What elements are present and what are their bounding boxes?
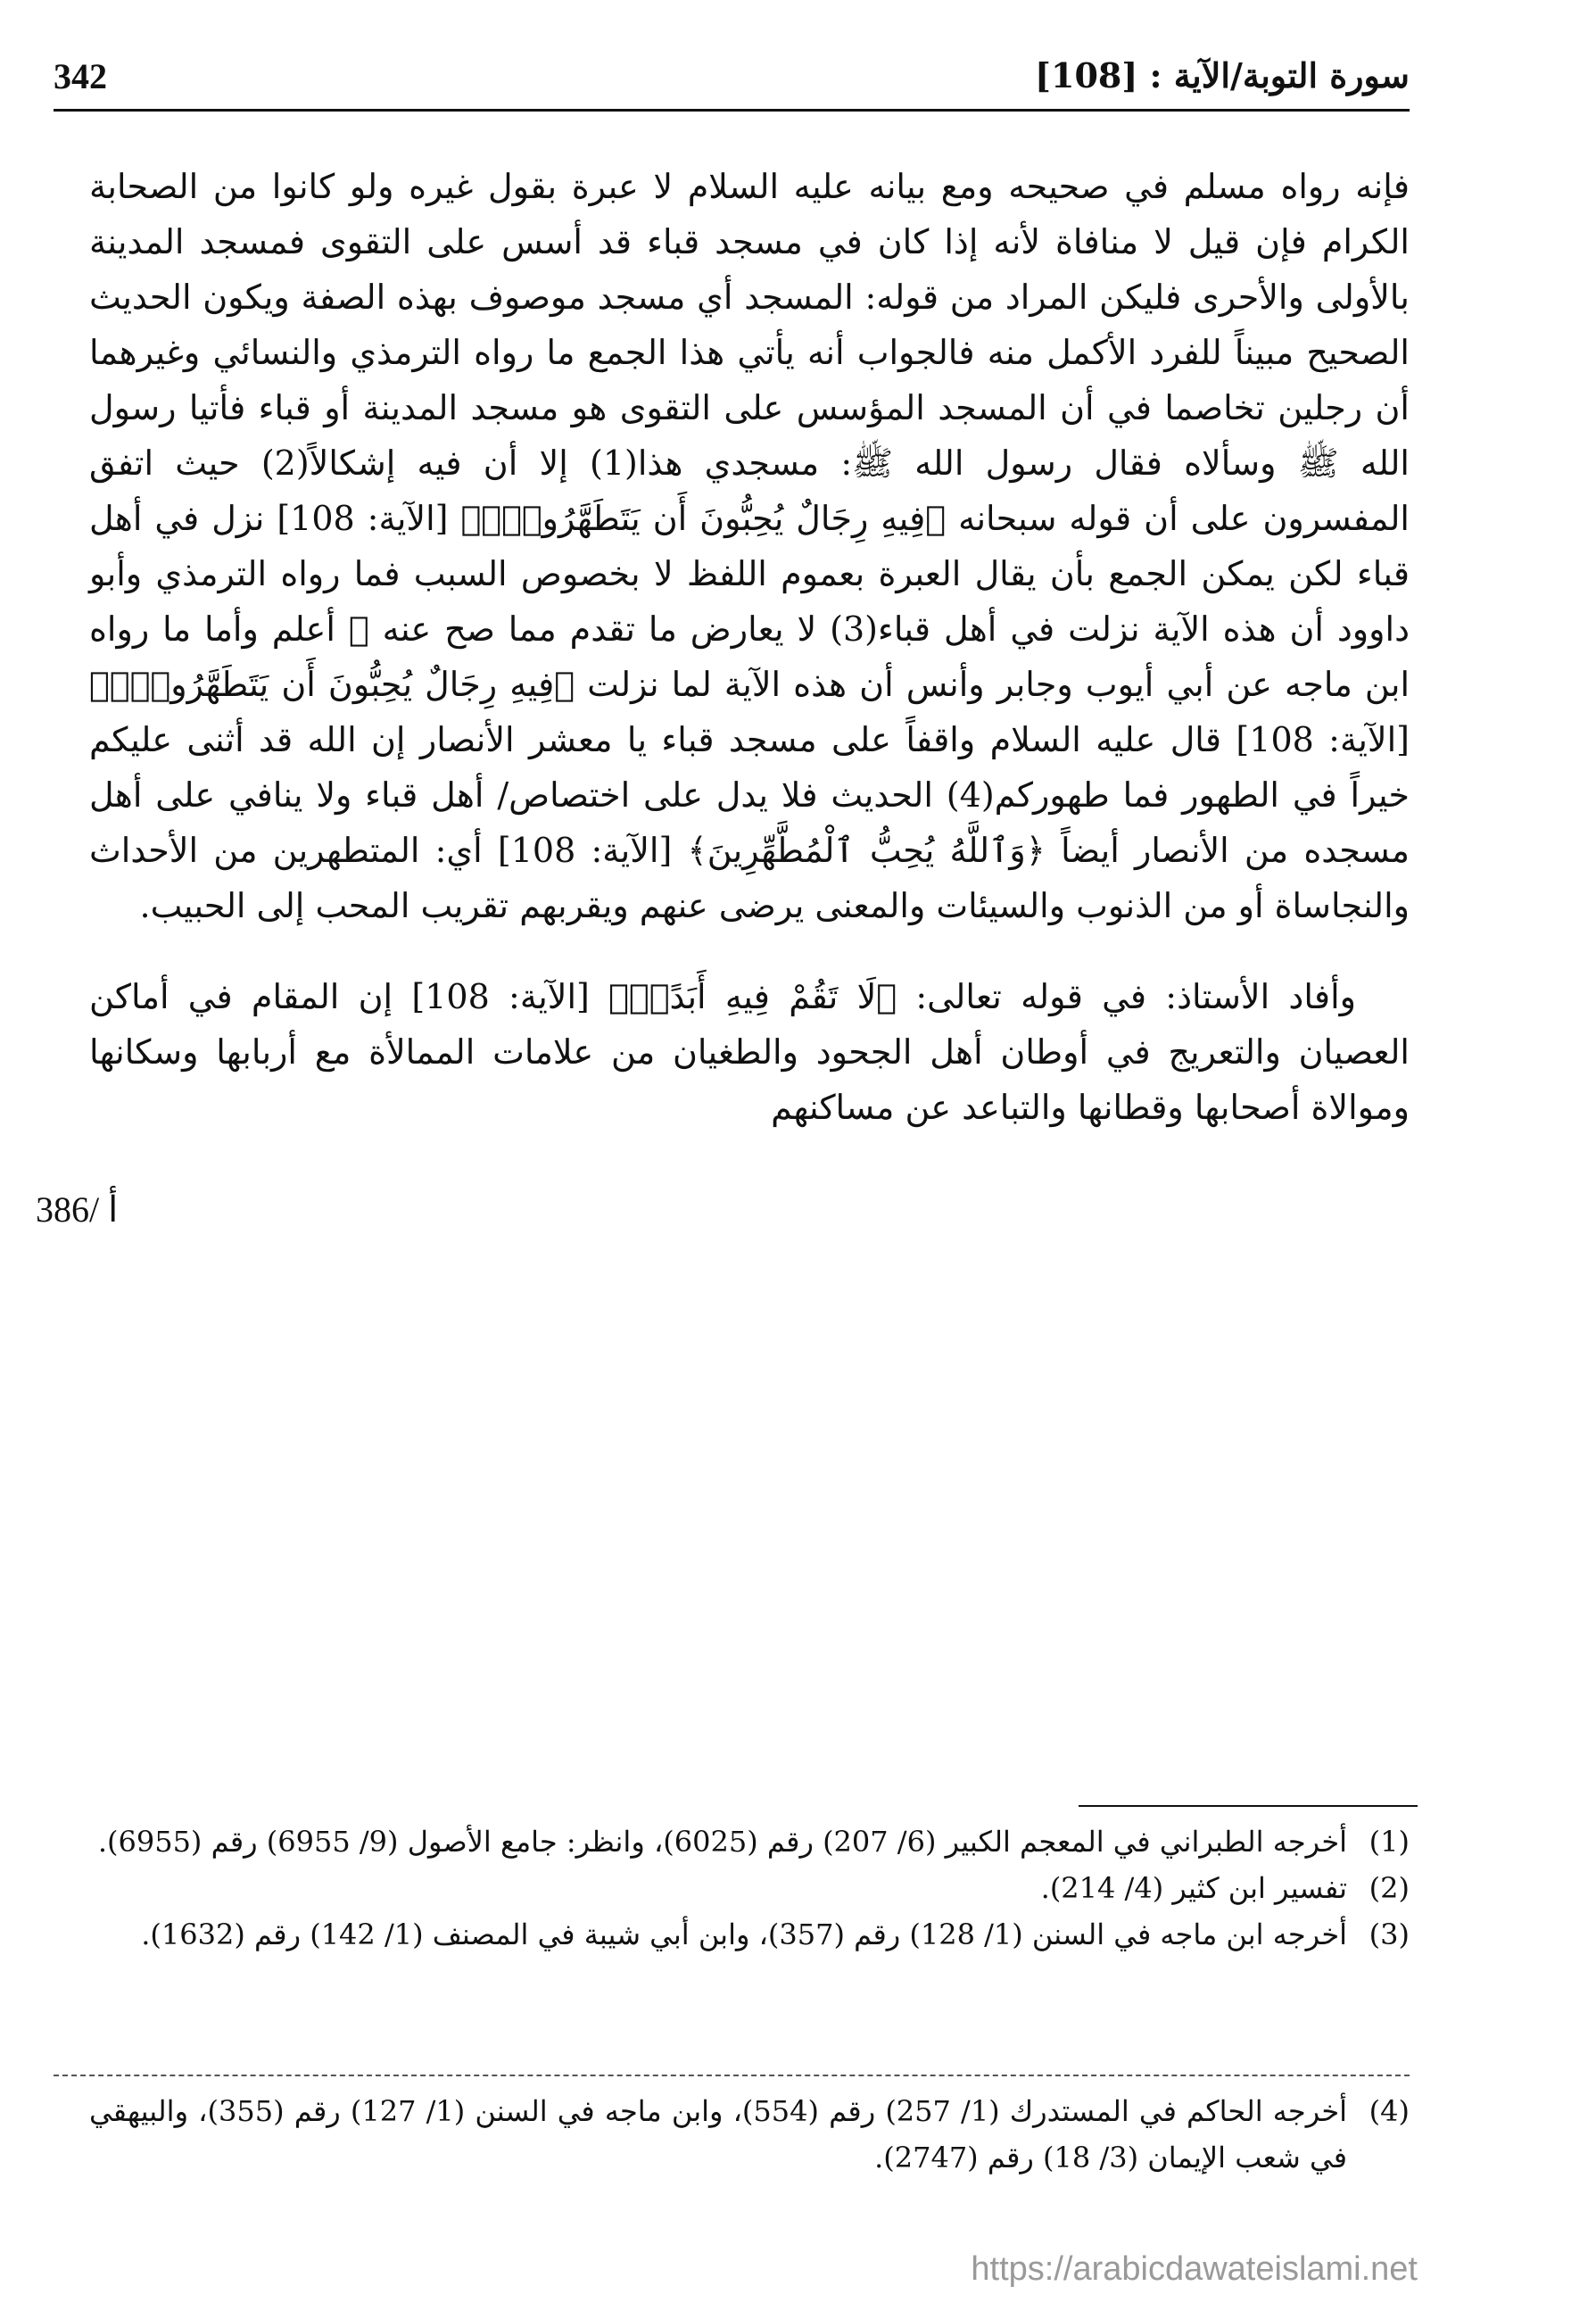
footnote-text: أخرجه الحاكم في المستدرك (1/ 257) رقم (554)، وابن ماجه في السنن (1/ 127) رقم (355)، والبيهقي في شعب الإيمان (3/ 18) رقم (2747). — [89, 2094, 1348, 2174]
footnotes — [89, 1818, 1410, 1958]
footnote-text: أخرجه ابن ماجه في السنن (1/ 128) رقم (357)، وابن أبي شيبة في المصنف (1/ 142) رقم (1632). — [141, 1918, 1347, 1951]
footnote-4 — [89, 2088, 1410, 2181]
footnote-number: (4) — [1369, 2094, 1410, 2128]
watermark-url: https://arabicdawateislami.net — [971, 2250, 1418, 2288]
footnote-2 — [89, 1865, 1410, 1911]
footnotes-continued — [89, 2088, 1410, 2181]
surah-verse-header: سورة التوبة/الآية : [108] — [1035, 55, 1410, 95]
main-text — [89, 159, 1410, 1135]
paragraph-2: وأفاد الأستاذ: في قوله تعالى: ﴿لَا تَقُمْ فِيهِ أَبَدًاۚ﴾ [الآية: 108] إن المقام في أماكن العصيان والتعريج في أوطان أهل الجحود والطغيان من علامات الممالأة مع أربابها وسكانها وموالاة أصحابها وقطانها والتباعد عن مساكنهم — [89, 977, 1410, 1127]
footnote-number: (1) — [1369, 1825, 1410, 1859]
manuscript-folio-marker: 386/ أ — [36, 1189, 119, 1230]
footnote-3 — [89, 1911, 1410, 1958]
footnote-text: تفسير ابن كثير (4/ 214). — [1040, 1871, 1347, 1905]
footnote-1 — [89, 1818, 1410, 1865]
page-break-rule — [54, 2075, 1410, 2076]
footnote-separator — [1079, 1805, 1418, 1807]
page-number: 342 — [54, 56, 107, 96]
page-header — [54, 55, 1410, 112]
paragraph-1: فإنه رواه مسلم في صحيحه ومع بيانه عليه السلام لا عبرة بقول غيره ولو كانوا من الصحابة الكرام فإن قيل لا منافاة لأنه إذا كان في مسجد قباء قد أسس على التقوى فمسجد المدينة بالأولى والأحرى فليكن المراد من قوله: المسجد أي مسجد موصوف بهذه الصفة ويكون الحديث الصحيح مبيناً للفرد الأكمل منه فالجواب أنه يأتي هذا الجمع ما رواه الترمذي والنسائي وغيرهما أن رجلين تخاصما في أن المسجد المؤسس على التقوى هو مسجد المدينة أو قباء فأتيا رسول الله ﷺ وسألاه فقال رسول الله ﷺ: مسجدي هذا(1) إلا أن فيه إشكالاً(2) حيث اتفق المفسرون على أن قوله سبحانه ﴿فِيهِ رِجَالٌ يُحِبُّونَ أَن يَتَطَهَّرُوا۟ۚ﴾ [الآية: 108] نزل في أهل قباء لكن يمكن الجمع بأن يقال العبرة بعموم اللفظ لا بخصوص السبب فما رواه الترمذي وأبو داوود أن هذه الآية نزلت في أهل قباء(3) لا يعارض ما تقدم مما صح عنه ﷺ أعلم وأما ما رواه ابن ماجه عن أبي أيوب وجابر وأنس أن هذه الآية لما نزلت ﴿فِيهِ رِجَالٌ يُحِبُّونَ أَن يَتَطَهَّرُوا۟ۚ﴾ [الآية: 108] قال عليه السلام واقفاً على مسجد قباء يا معشر الأنصار إن الله قد أثنى عليكم خيراً في الطهور فما طهوركم(4) الحديث فلا يدل على اختصاص/ أهل قباء ولا ينافي على أهل مسجده من الأنصار أيضاً ﴿وَٱللَّهُ يُحِبُّ ٱلْمُطَّهِّرِينَ﴾ [الآية: 108] أي: المتطهرين من الأحداث والنجاساة أو من الذنوب والسيئات والمعنى يرضى عنهم ويقربهم تقريب المحب إلى الحبيب. — [89, 167, 1410, 925]
footnote-text: أخرجه الطبراني في المعجم الكبير (6/ 207) رقم (6025)، وانظر: جامع الأصول (9/ 6955) رقم (6955). — [97, 1825, 1347, 1859]
footnote-number: (3) — [1369, 1918, 1410, 1951]
footnote-number: (2) — [1369, 1871, 1410, 1905]
